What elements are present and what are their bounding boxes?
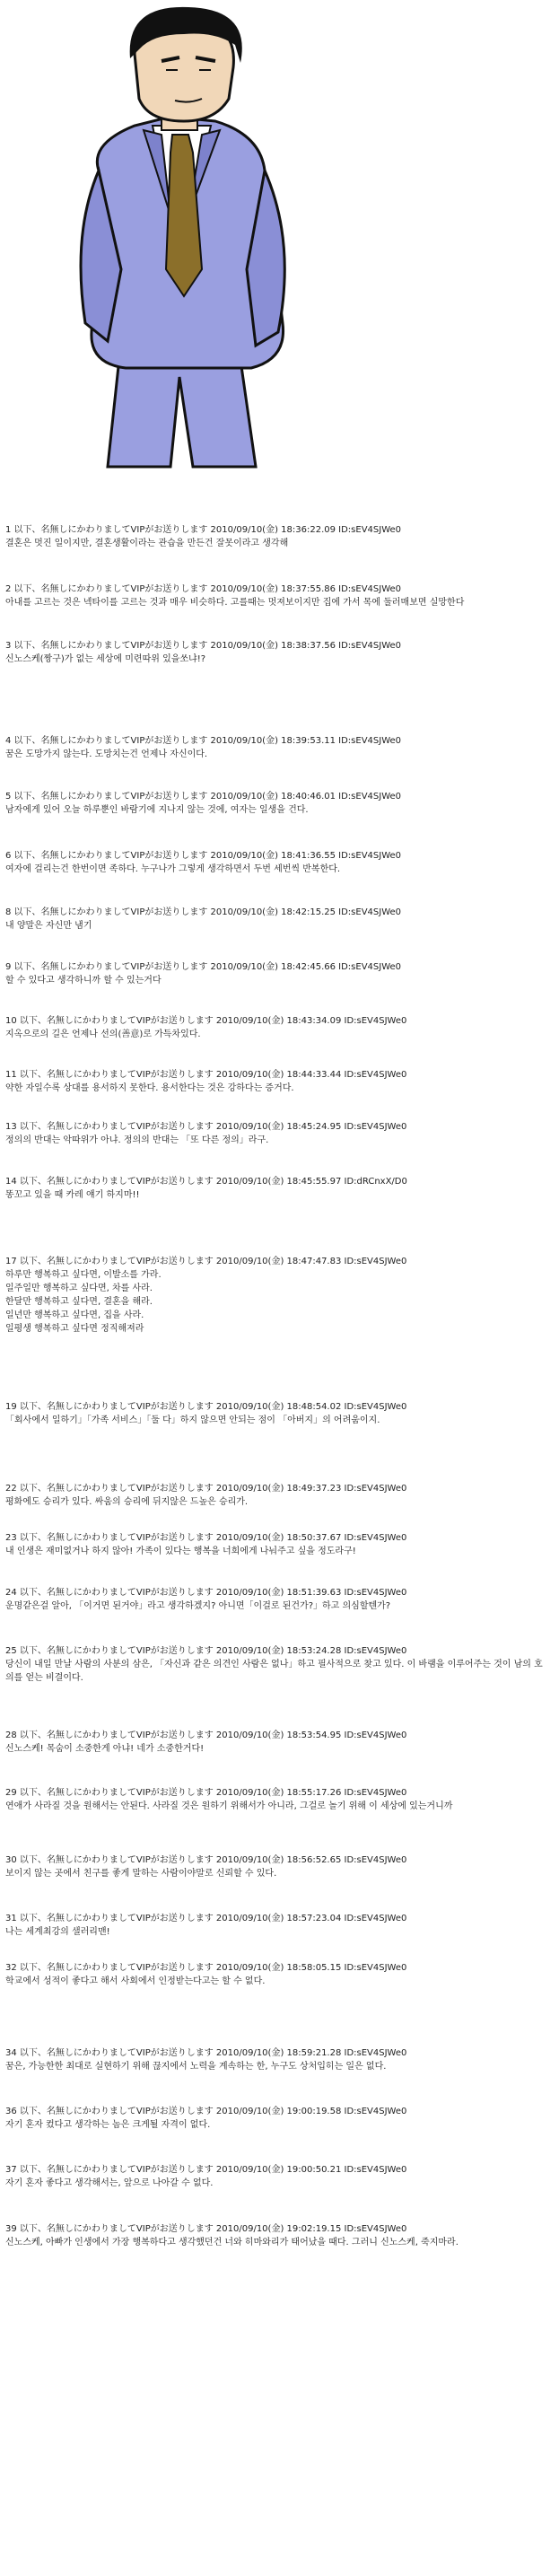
- post-line: 평화에도 승리가 있다. 싸움의 승리에 뒤지않은 드높은 승리가.: [5, 1497, 249, 1507]
- post: [5, 1586, 548, 1613]
- post-header: 8 以下、名無しにかわりましてVIPがお送りします 2010/09/10(金) 18:42:15.25 ID:sEV4SJWe0: [5, 907, 402, 917]
- man-in-suit-illustration: [36, 0, 323, 485]
- post: [5, 849, 548, 876]
- post-header: 32 以下、名無しにかわりましてVIPがお送りします 2010/09/10(金) 18:58:05.15 ID:sEV4SJWe0: [5, 1963, 407, 1973]
- post-header: 1 以下、名無しにかわりましてVIPがお送りします 2010/09/10(金) 18:36:22.09 ID:sEV4SJWe0: [5, 525, 402, 535]
- post-line: 운명같은걸 알아, 「이거면 된거야」라고 생각하겠지? 아니면「이걸로 된건가?」하고 의심할텐가?: [5, 1601, 391, 1611]
- post: [5, 1175, 548, 1202]
- post-header: 25 以下、名無しにかわりましてVIPがお送りします 2010/09/10(金) 18:53:24.28 ID:sEV4SJWe0: [5, 1646, 407, 1656]
- post: [5, 1014, 548, 1041]
- post-body: [5, 919, 548, 933]
- post-body: [5, 2060, 548, 2073]
- post-body: [5, 1082, 548, 1095]
- post-line: 할 수 있다고 생각하니까 할 수 있는거다: [5, 976, 162, 986]
- post-line: 여자에 걸리는건 한번이면 족하다. 누구나가 그렇게 생각하면서 두번 세번씩 반복한다.: [5, 864, 341, 874]
- post-line: 아내를 고르는 것은 넥타이를 고르는 것과 매우 비슷하다. 고를때는 멋져보이지만 집에 가서 목에 둘러매보면 실망한다: [5, 598, 465, 608]
- post: [5, 1961, 548, 1988]
- post-header: 3 以下、名無しにかわりましてVIPがお送りします 2010/09/10(金) 18:38:37.56 ID:sEV4SJWe0: [5, 641, 402, 651]
- post-header: 10 以下、名無しにかわりましてVIPがお送りします 2010/09/10(金) 18:43:34.09 ID:sEV4SJWe0: [5, 1016, 407, 1026]
- post-body: [5, 1188, 548, 1202]
- post: [5, 1729, 548, 1756]
- post-body: [5, 1975, 548, 1988]
- post-line: 일평생 행복하고 싶다면 정직해져라: [5, 1324, 144, 1334]
- post: [5, 1120, 548, 1147]
- post-body: [5, 596, 548, 609]
- post-line: 일주일만 행복하고 싶다면, 차를 사라.: [5, 1284, 153, 1293]
- post-line: 결혼은 멋진 일이지만, 결혼생활이라는 관습을 만든건 잘못이라고 생각해: [5, 539, 289, 548]
- post-line: 한달만 행복하고 싶다면, 결혼을 해라.: [5, 1297, 153, 1307]
- post-body: [5, 1495, 548, 1509]
- post-line: 학교에서 성적이 좋다고 해서 사회에서 인정받는다고는 할 수 없다.: [5, 1976, 266, 1986]
- post-header: 13 以下、名無しにかわりましてVIPがお送りします 2010/09/10(金) 18:45:24.95 ID:sEV4SJWe0: [5, 1122, 407, 1132]
- post-header: 4 以下、名無しにかわりましてVIPがお送りします 2010/09/10(金) 18:39:53.11 ID:sEV4SJWe0: [5, 736, 402, 746]
- post-line: 남자에게 있어 오늘 하루뿐인 바람기에 지나지 않는 것에, 여자는 일생을 건다.: [5, 805, 309, 815]
- post-line: 신노스케, 아빠가 인생에서 가장 행복하다고 생각했던건 너와 히마와리가 태어났을 때다. 그러니 신노스케, 죽지마라.: [5, 2238, 459, 2247]
- post-header: 5 以下、名無しにかわりましてVIPがお送りします 2010/09/10(金) 18:40:46.01 ID:sEV4SJWe0: [5, 792, 402, 802]
- post-line: 약한 자일수록 상대를 용서하지 못한다. 용서한다는 것은 강하다는 증거다.: [5, 1083, 294, 1093]
- post-header: 28 以下、名無しにかわりましてVIPがお送りします 2010/09/10(金) 18:53:54.95 ID:sEV4SJWe0: [5, 1730, 407, 1740]
- post-header: 29 以下、名無しにかわりましてVIPがお送りします 2010/09/10(金) 18:55:17.26 ID:sEV4SJWe0: [5, 1788, 407, 1798]
- post-header: 36 以下、名無しにかわりましてVIPがお送りします 2010/09/10(金) 19:00:19.58 ID:sEV4SJWe0: [5, 2107, 407, 2116]
- post-line: 꿈은, 가능한한 최대로 실현하기 위해 끊지에서 노력을 계속하는 한, 누구도 상처입히는 일은 없다.: [5, 2062, 387, 2072]
- post-line: 당신이 내일 만날 사람의 사분의 삼은, 「자신과 같은 의견인 사람은 없나」하고 필사적으로 찾고 있다. 이 바램을 이루어주는 것이 남의 호의를 얻는 비결이다.: [5, 1660, 543, 1683]
- post: [5, 1531, 548, 1558]
- post: [5, 906, 548, 933]
- post-body: [5, 1545, 548, 1558]
- post: [5, 1068, 548, 1095]
- post-body: [5, 1268, 548, 1336]
- post-line: 자기 혼자 좋다고 생각해서는, 앞으로 나아갈 수 없다.: [5, 2178, 214, 2188]
- post-header: 17 以下、名無しにかわりましてVIPがお送りします 2010/09/10(金) 18:47:47.83 ID:sEV4SJWe0: [5, 1257, 407, 1266]
- post: [5, 1853, 548, 1880]
- post-line: 자기 혼자 컸다고 생각하는 놈은 크게될 자격이 없다.: [5, 2120, 211, 2130]
- post-line: 보이지 않는 곳에서 친구를 좋게 말하는 사람이야말로 신뢰할 수 있다.: [5, 1869, 277, 1879]
- post-header: 23 以下、名無しにかわりましてVIPがお送りします 2010/09/10(金) 18:50:37.67 ID:sEV4SJWe0: [5, 1533, 407, 1543]
- post-body: [5, 1925, 548, 1939]
- post: [5, 583, 548, 609]
- post-header: 37 以下、名無しにかわりましてVIPがお送りします 2010/09/10(金) 19:00:50.21 ID:sEV4SJWe0: [5, 2165, 407, 2175]
- post-body: [5, 537, 548, 550]
- post-body: [5, 1867, 548, 1880]
- post: [5, 1644, 548, 1685]
- post-line: 「회사에서 일하기」「가족 서비스」「둘 다」하지 않으면 안되는 점이 「아버지」의 어려움이지.: [5, 1415, 380, 1425]
- post: [5, 523, 548, 550]
- post-body: [5, 1028, 548, 1041]
- post-body: [5, 1800, 548, 1813]
- post-line: 신노스케! 목숨이 소중한게 아냐! 네가 소중한거다!: [5, 1744, 205, 1754]
- post-line: 꿈은 도망가지 않는다. 도망치는건 언제나 자신이다.: [5, 749, 208, 759]
- post-line: 정의의 반대는 악따위가 아냐. 정의의 반대는 「또 다른 정의」라구.: [5, 1135, 269, 1145]
- post-line: 나는 세계최강의 샐러리맨!: [5, 1927, 110, 1937]
- post-line: 지옥으로의 길은 언제나 선의(善意)로 가득차있다.: [5, 1030, 201, 1039]
- post: [5, 1400, 548, 1427]
- post-line: 내 인생은 재미없거나 하지 않아! 가족이 있다는 행복을 너희에게 나눠주고 싶을 정도라구!: [5, 1546, 356, 1556]
- post: [5, 2105, 548, 2132]
- post-line: 똥꼬고 있을 때 카레 얘기 하지마!!: [5, 1190, 140, 1200]
- post-body: [5, 1658, 548, 1685]
- post-body: [5, 748, 548, 761]
- post-header: 2 以下、名無しにかわりましてVIPがお送りします 2010/09/10(金) 18:37:55.86 ID:sEV4SJWe0: [5, 584, 402, 594]
- post-header: 31 以下、名無しにかわりましてVIPがお送りします 2010/09/10(金) 18:57:23.04 ID:sEV4SJWe0: [5, 1914, 407, 1923]
- post-body: [5, 1742, 548, 1756]
- post-body: [5, 1414, 548, 1427]
- post-header: 39 以下、名無しにかわりましてVIPがお送りします 2010/09/10(金) 19:02:19.15 ID:sEV4SJWe0: [5, 2224, 407, 2234]
- post: [5, 1482, 548, 1509]
- post-body: [5, 863, 548, 876]
- post-body: [5, 1599, 548, 1613]
- post-header: 19 以下、名無しにかわりましてVIPがお送りします 2010/09/10(金) 18:48:54.02 ID:sEV4SJWe0: [5, 1402, 407, 1412]
- post: [5, 790, 548, 817]
- post-header: 34 以下、名無しにかわりましてVIPがお送りします 2010/09/10(金) 18:59:21.28 ID:sEV4SJWe0: [5, 2048, 407, 2058]
- post-body: [5, 803, 548, 817]
- post: [5, 2222, 548, 2249]
- post-header: 30 以下、名無しにかわりましてVIPがお送りします 2010/09/10(金) 18:56:52.65 ID:sEV4SJWe0: [5, 1855, 407, 1865]
- post-body: [5, 653, 548, 666]
- post: [5, 1912, 548, 1939]
- post-line: 신노스케(짱구)가 없는 세상에 미련따위 있을쏘냐!?: [5, 654, 206, 664]
- post: [5, 2163, 548, 2190]
- post-header: 11 以下、名無しにかわりましてVIPがお送りします 2010/09/10(金) 18:44:33.44 ID:sEV4SJWe0: [5, 1070, 407, 1080]
- post-line: 일년만 행복하고 싶다면, 집을 사라.: [5, 1310, 144, 1320]
- post-header: 9 以下、名無しにかわりましてVIPがお送りします 2010/09/10(金) 18:42:45.66 ID:sEV4SJWe0: [5, 962, 402, 972]
- post-line: 연애가 사라질 것을 원해서는 안된다. 사라질 것은 원하기 위해서가 아니라, 그걸로 놀기 위해 이 세상에 있는거니까: [5, 1801, 453, 1811]
- post-header: 14 以下、名無しにかわりましてVIPがお送りします 2010/09/10(金) 18:45:55.97 ID:dRCnxX/D0: [5, 1177, 407, 1187]
- post: [5, 1786, 548, 1813]
- post-line: 하루만 행복하고 싶다면, 이발소를 가라.: [5, 1270, 162, 1280]
- post: [5, 639, 548, 666]
- post-header: 24 以下、名無しにかわりましてVIPがお送りします 2010/09/10(金) 18:51:39.63 ID:sEV4SJWe0: [5, 1588, 407, 1598]
- post-body: [5, 1134, 548, 1147]
- post-body: [5, 2118, 548, 2132]
- post-header: 6 以下、名無しにかわりましてVIPがお送りします 2010/09/10(金) 18:41:36.55 ID:sEV4SJWe0: [5, 851, 402, 861]
- post: [5, 960, 548, 987]
- post-body: [5, 2236, 548, 2249]
- post: [5, 2046, 548, 2073]
- post: [5, 1255, 548, 1336]
- post-line: 내 양말은 자신만 냄기: [5, 921, 92, 931]
- post: [5, 734, 548, 761]
- post-body: [5, 2177, 548, 2190]
- post-header: 22 以下、名無しにかわりましてVIPがお送りします 2010/09/10(金) 18:49:37.23 ID:sEV4SJWe0: [5, 1484, 407, 1494]
- post-body: [5, 974, 548, 987]
